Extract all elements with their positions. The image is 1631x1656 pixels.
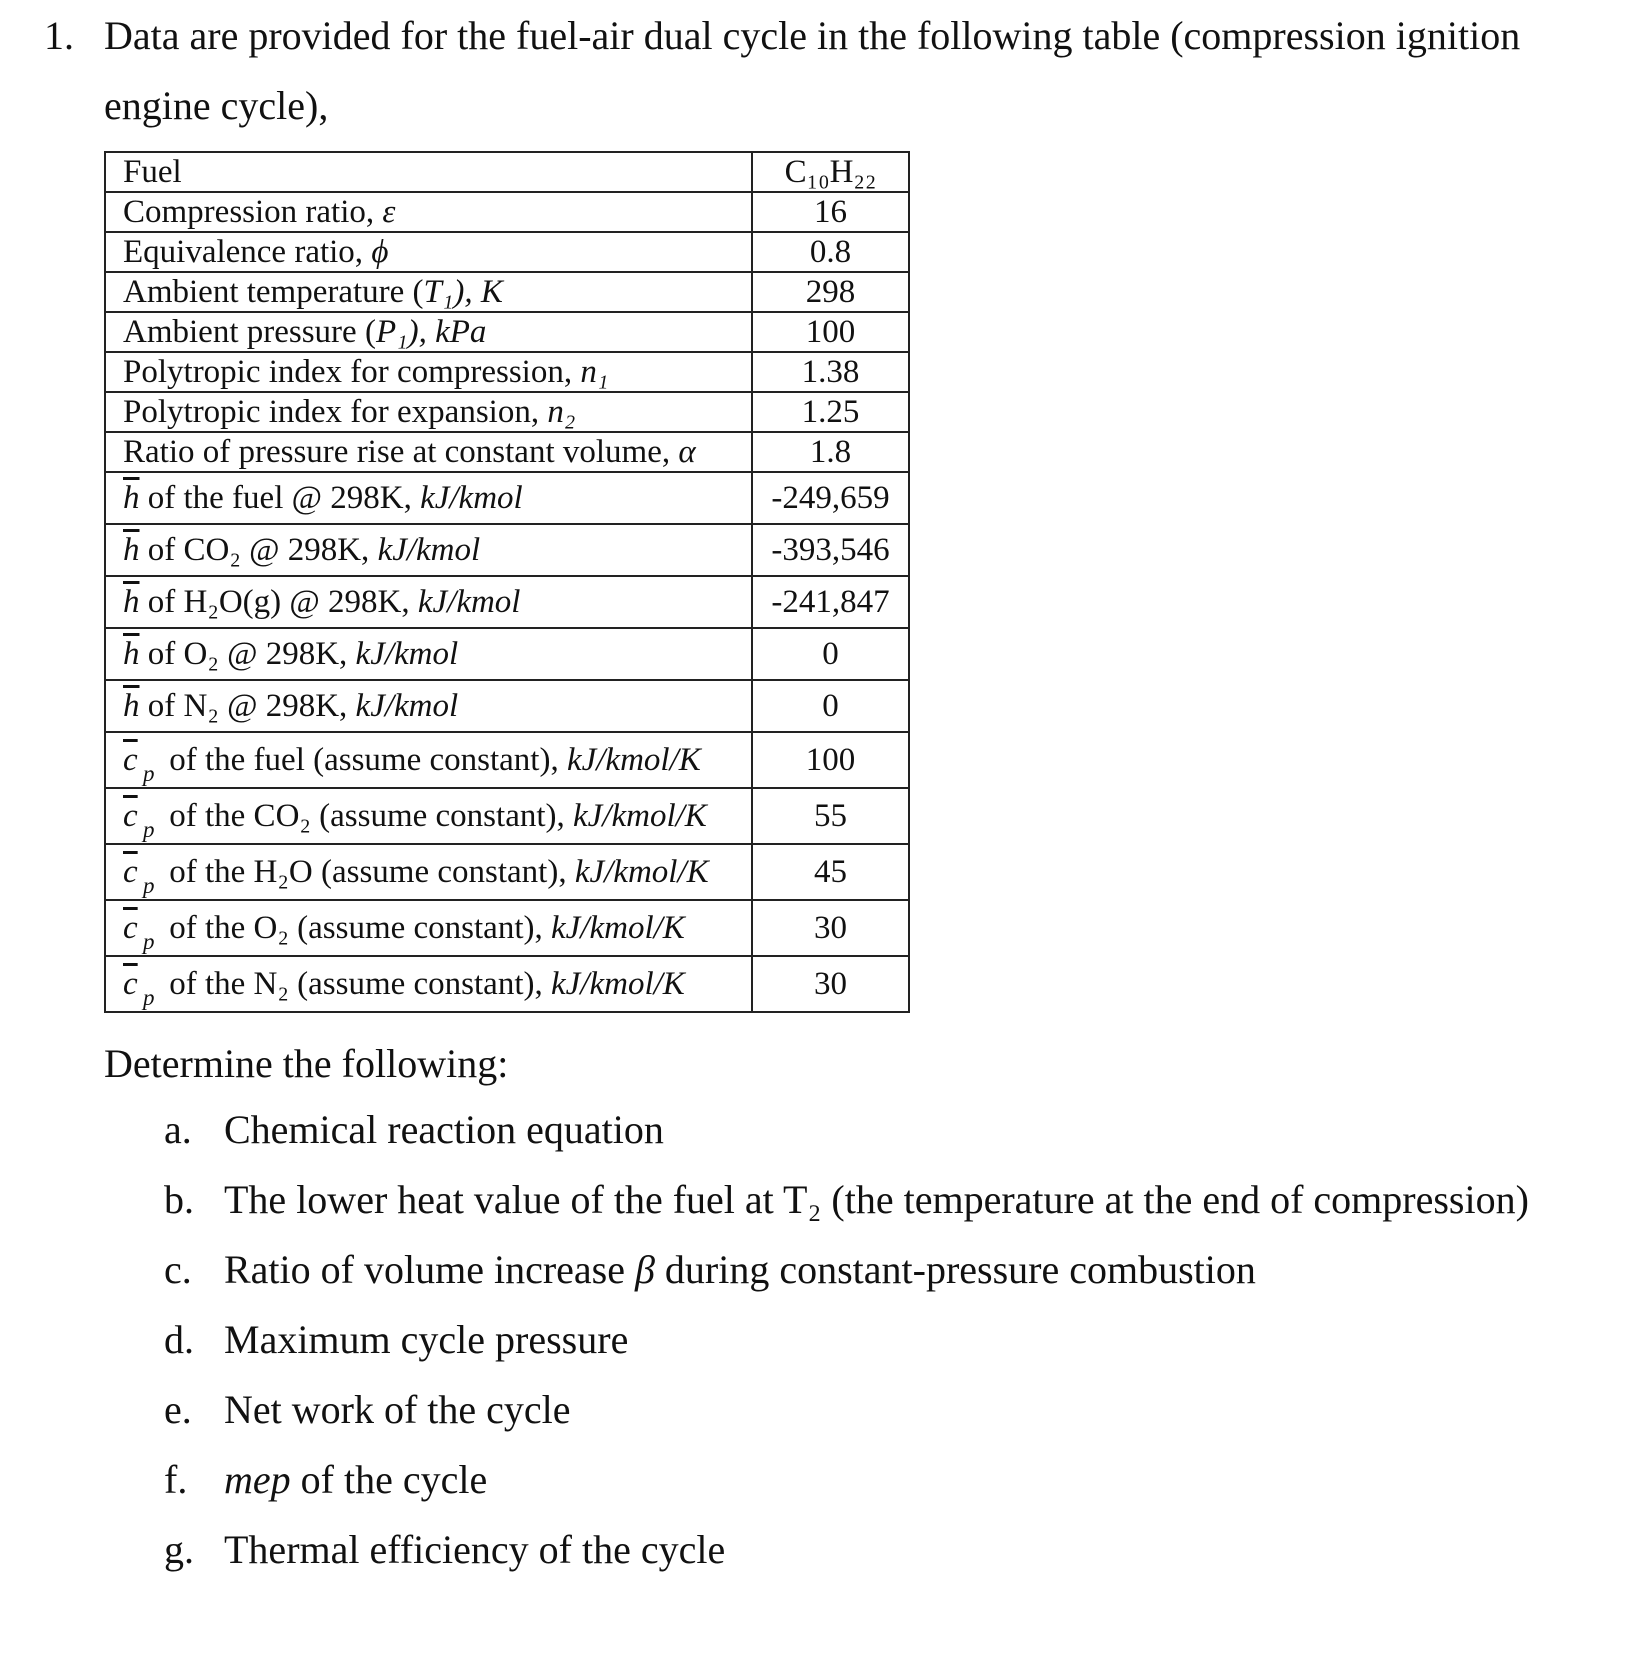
table-row [105,900,909,956]
row-value: 30 [752,956,909,1012]
row-label: $\overline{h}$ of the fuel @ 298K, kJ/kmol [105,472,752,524]
row-label: Compression ratio, ε [105,192,752,232]
table-row [105,232,909,272]
part-letter: g. [164,1527,194,1572]
question-text-line-1: Data are provided for the fuel-air dual cycle in the following table (compression ignition [104,13,1521,58]
part-letter: f. [164,1457,188,1502]
table-row [105,576,909,628]
table-row [105,152,909,192]
row-value: 1.38 [752,352,909,392]
row-label: Fuel [105,152,752,192]
row-label: Polytropic index for compression, n₁ [105,352,752,392]
row-label: Ambient temperature (T₁), K [105,272,752,312]
data-table [104,151,910,1013]
part-letter: c. [164,1247,192,1292]
row-label: $\overline{c}$ p of the fuel (assume constant), kJ/kmol/K [105,732,752,788]
row-label: $\overline{h}$ of H₂O(g) @ 298K, kJ/kmol [105,576,752,628]
part-text: Ratio of volume increase β during constant-pressure combustion [224,1247,1256,1292]
row-value: 100 [752,732,909,788]
row-label: $\overline{c}$ p of the CO₂ (assume constant), kJ/kmol/K [105,788,752,844]
part-letter: b. [164,1177,194,1222]
determine-heading: Determine the following: [104,1041,509,1086]
row-label: Polytropic index for expansion, n₂ [105,392,752,432]
row-label: $\overline{h}$ of O₂ @ 298K, kJ/kmol [105,628,752,680]
table-row [105,432,909,472]
row-value: 30 [752,900,909,956]
table-row [105,788,909,844]
table-row [105,732,909,788]
table-row [105,352,909,392]
row-value: -241,847 [752,576,909,628]
row-value: 1.8 [752,432,909,472]
part-text: Chemical reaction equation [224,1107,664,1152]
question-text-line-2: engine cycle), [104,83,329,128]
table-row [105,844,909,900]
part-text: mep of the cycle [224,1457,488,1502]
row-label: $\overline{c}$ p of the O₂ (assume constant), kJ/kmol/K [105,900,752,956]
table-row [105,392,909,432]
row-value: 298 [752,272,909,312]
row-label: Equivalence ratio, ϕ [105,232,752,272]
part-letter: d. [164,1317,194,1362]
table-row [105,272,909,312]
row-value: 45 [752,844,909,900]
row-label: $\overline{h}$ of CO₂ @ 298K, kJ/kmol [105,524,752,576]
row-value: 16 [752,192,909,232]
row-value: 0 [752,680,909,732]
row-value: 0.8 [752,232,909,272]
row-value: -393,546 [752,524,909,576]
row-value: 1.25 [752,392,909,432]
part-text: Net work of the cycle [224,1387,571,1432]
row-label: Ratio of pressure rise at constant volume, α [105,432,752,472]
row-value: 55 [752,788,909,844]
table-row [105,956,909,1012]
table-row [105,312,909,352]
row-label: Ambient pressure (P₁), kPa [105,312,752,352]
part-letter: a. [164,1107,192,1152]
row-value: C₁₀H₂₂ [752,152,909,192]
row-label: $\overline{c}$ p of the N₂ (assume constant), kJ/kmol/K [105,956,752,1012]
row-value: -249,659 [752,472,909,524]
row-value: 0 [752,628,909,680]
part-text: Maximum cycle pressure [224,1317,629,1362]
part-text: Thermal efficiency of the cycle [224,1527,726,1572]
table-row [105,628,909,680]
table-row [105,472,909,524]
table-row [105,680,909,732]
row-label: $\overline{c}$ p of the H₂O (assume constant), kJ/kmol/K [105,844,752,900]
row-value: 100 [752,312,909,352]
row-label: $\overline{h}$ of N₂ @ 298K, kJ/kmol [105,680,752,732]
part-letter: e. [164,1387,192,1432]
question-number: 1. [44,13,74,58]
part-text: The lower heat value of the fuel at T₂ (the temperature at the end of compression) [224,1177,1529,1222]
table-row [105,524,909,576]
table-row [105,192,909,232]
